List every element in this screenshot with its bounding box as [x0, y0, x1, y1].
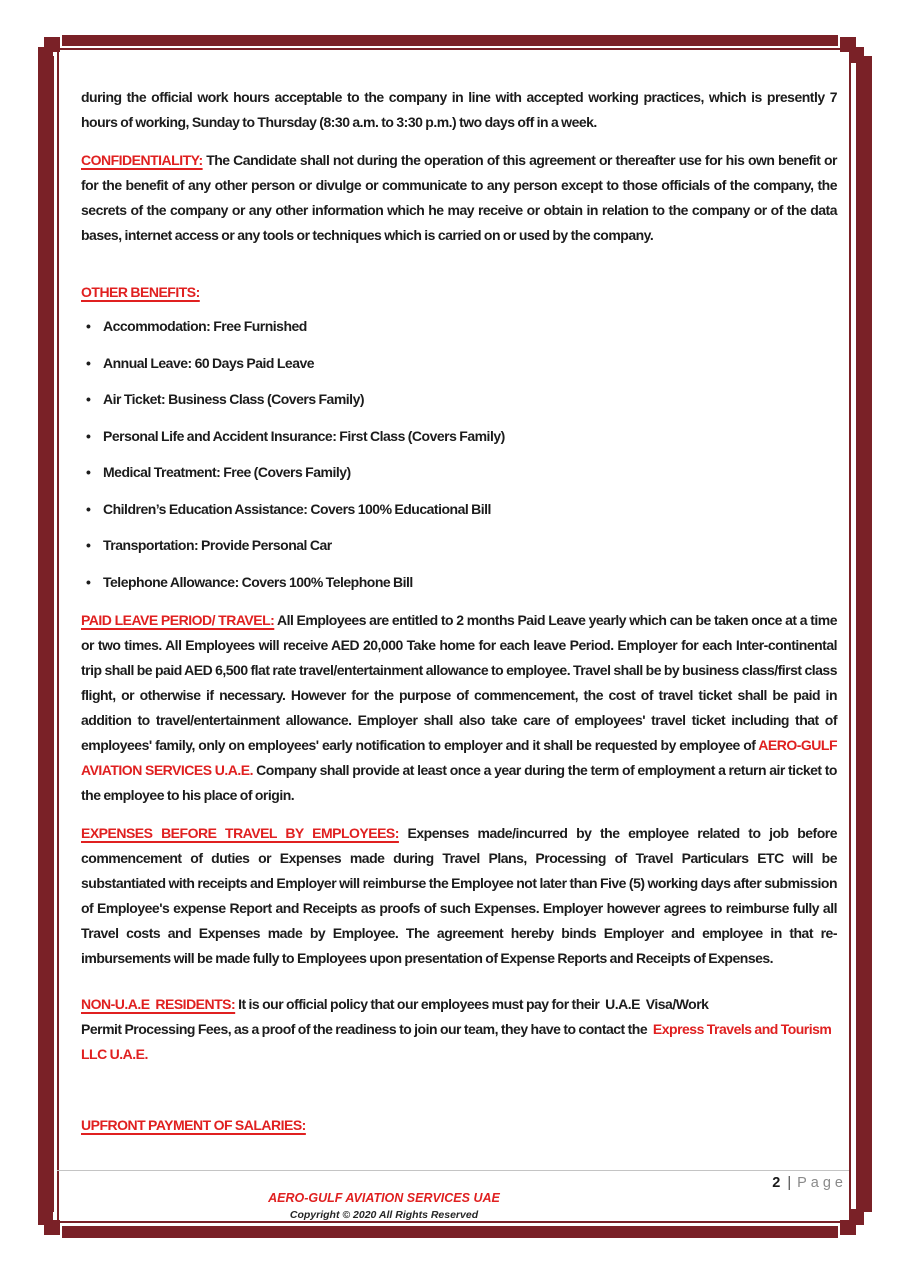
benefits-bullet-list	[81, 314, 837, 606]
footer-company-name: AERO-GULF AVIATION SERVICES UAE	[268, 1191, 500, 1205]
bullet-item: • Children’s Education Assistance: Covers 100% Educational Bill	[81, 497, 837, 522]
bullet-item: • Personal Life and Accident Insurance: First Class (Covers Family)	[81, 424, 837, 449]
section-heading: NON-U.A.E RESIDENTS:	[81, 996, 236, 1012]
paragraph-paid-leave-travel	[81, 608, 837, 808]
heading-other-benefits	[81, 280, 837, 305]
section-heading: CONFIDENTIALITY:	[81, 152, 203, 168]
bullet-item: • Telephone Allowance: Covers 100% Telephone Bill	[81, 570, 837, 595]
page-number-word: Page	[797, 1175, 847, 1191]
footer-divider-line	[57, 1170, 849, 1171]
page-number	[772, 1172, 847, 1194]
paragraph-expenses-before-travel	[81, 821, 837, 971]
section-heading: EXPENSES BEFORE TRAVEL BY EMPLOYEES:	[81, 825, 399, 841]
section-heading: PAID LEAVE PERIOD/ TRAVEL:	[81, 612, 275, 628]
footer-copyright: Copyright © 2020 All Rights Reserved	[289, 1209, 479, 1221]
bullet-item: • Air Ticket: Business Class (Covers Family)	[81, 387, 837, 412]
section-heading: UPFRONT PAYMENT OF SALARIES:	[81, 1117, 306, 1133]
heading-upfront-payment	[81, 1113, 837, 1138]
page-number-separator: |	[787, 1175, 792, 1191]
bullet-item: • Transportation: Provide Personal Car	[81, 533, 837, 558]
page-number-value: 2	[772, 1175, 781, 1191]
red-emphasis-text: AERO-GULF AVIATION SERVICES U.A.E.	[81, 737, 837, 778]
body-text: Expenses made/incurred by the employee related to job before commencement of duties or Expenses made during Travel Plans, Processing of Travel Particulars ETC will be substantiated with receipts and Employer will reimburse the Employee not later than Five (5) working days after submission of Employee's expense Report and Receipts as proofs of such Expenses. Employer however agrees to reimburse fully all Travel costs and Expenses made by Employee. The agreement hereby binds Employer and employee in that re-imbursements will be made fully to Employees upon presentation of Expense Reports and Receipts of Expenses.	[81, 825, 837, 966]
section-heading: OTHER BENEFITS:	[81, 284, 200, 300]
paragraph-work-hours	[81, 85, 837, 135]
body-text: All Employees are entitled to 2 months Paid Leave yearly which can be taken once at a time or two times. All Employees will receive AED 20,000 Take home for each leave Period. Employer for each Inter-continental trip shall be paid AED 6,500 flat rate travel/entertainment allowance to employee. Travel shall be by business class/first class flight, or otherwise if necessary. However for the purpose of commencement, the cost of travel ticket shall be paid in addition to travel/entertainment allowance. Employer shall also take care of employees' travel ticket including that of employees' family, only on employees' early notification to employer and it shall be requested by employee of	[81, 612, 837, 753]
paragraph-non-uae-residents	[81, 992, 837, 1067]
bullet-item: • Accommodation: Free Furnished	[81, 314, 837, 339]
body-text: during the official work hours acceptable to the company in line with accepted working practices, which is presently 7 hours of working, Sunday to Thursday (8:30 a.m. to 3:30 p.m.) two days off in a week.	[81, 89, 837, 130]
body-text: Company shall provide at least once a year during the term of employment a return air ticket to the employee to his place of origin.	[81, 762, 837, 803]
bullet-item: • Annual Leave: 60 Days Paid Leave	[81, 351, 837, 376]
body-text: It is our official policy that our employees must pay for their U.A.E Visa/Work	[235, 996, 709, 1012]
red-emphasis-text: Express Travels and Tourism LLC U.A.E.	[81, 1021, 832, 1062]
body-text: Permit Processing Fees, as a proof of the readiness to join our team, they have to contact the	[81, 1021, 653, 1037]
footer-center	[0, 1191, 768, 1222]
body-text: The Candidate shall not during the operation of this agreement or thereafter use for his own benefit or for the benefit of any other person or divulge or communicate to any person except to those officials of the company, the secrets of the company or any other information which he may receive or obtain in relation to the company or of the data bases, internet access or any tools or techniques which is carried on or used by the company.	[81, 152, 837, 243]
bullet-item: • Medical Treatment: Free (Covers Family)	[81, 460, 837, 485]
paragraph-confidentiality	[81, 148, 837, 248]
